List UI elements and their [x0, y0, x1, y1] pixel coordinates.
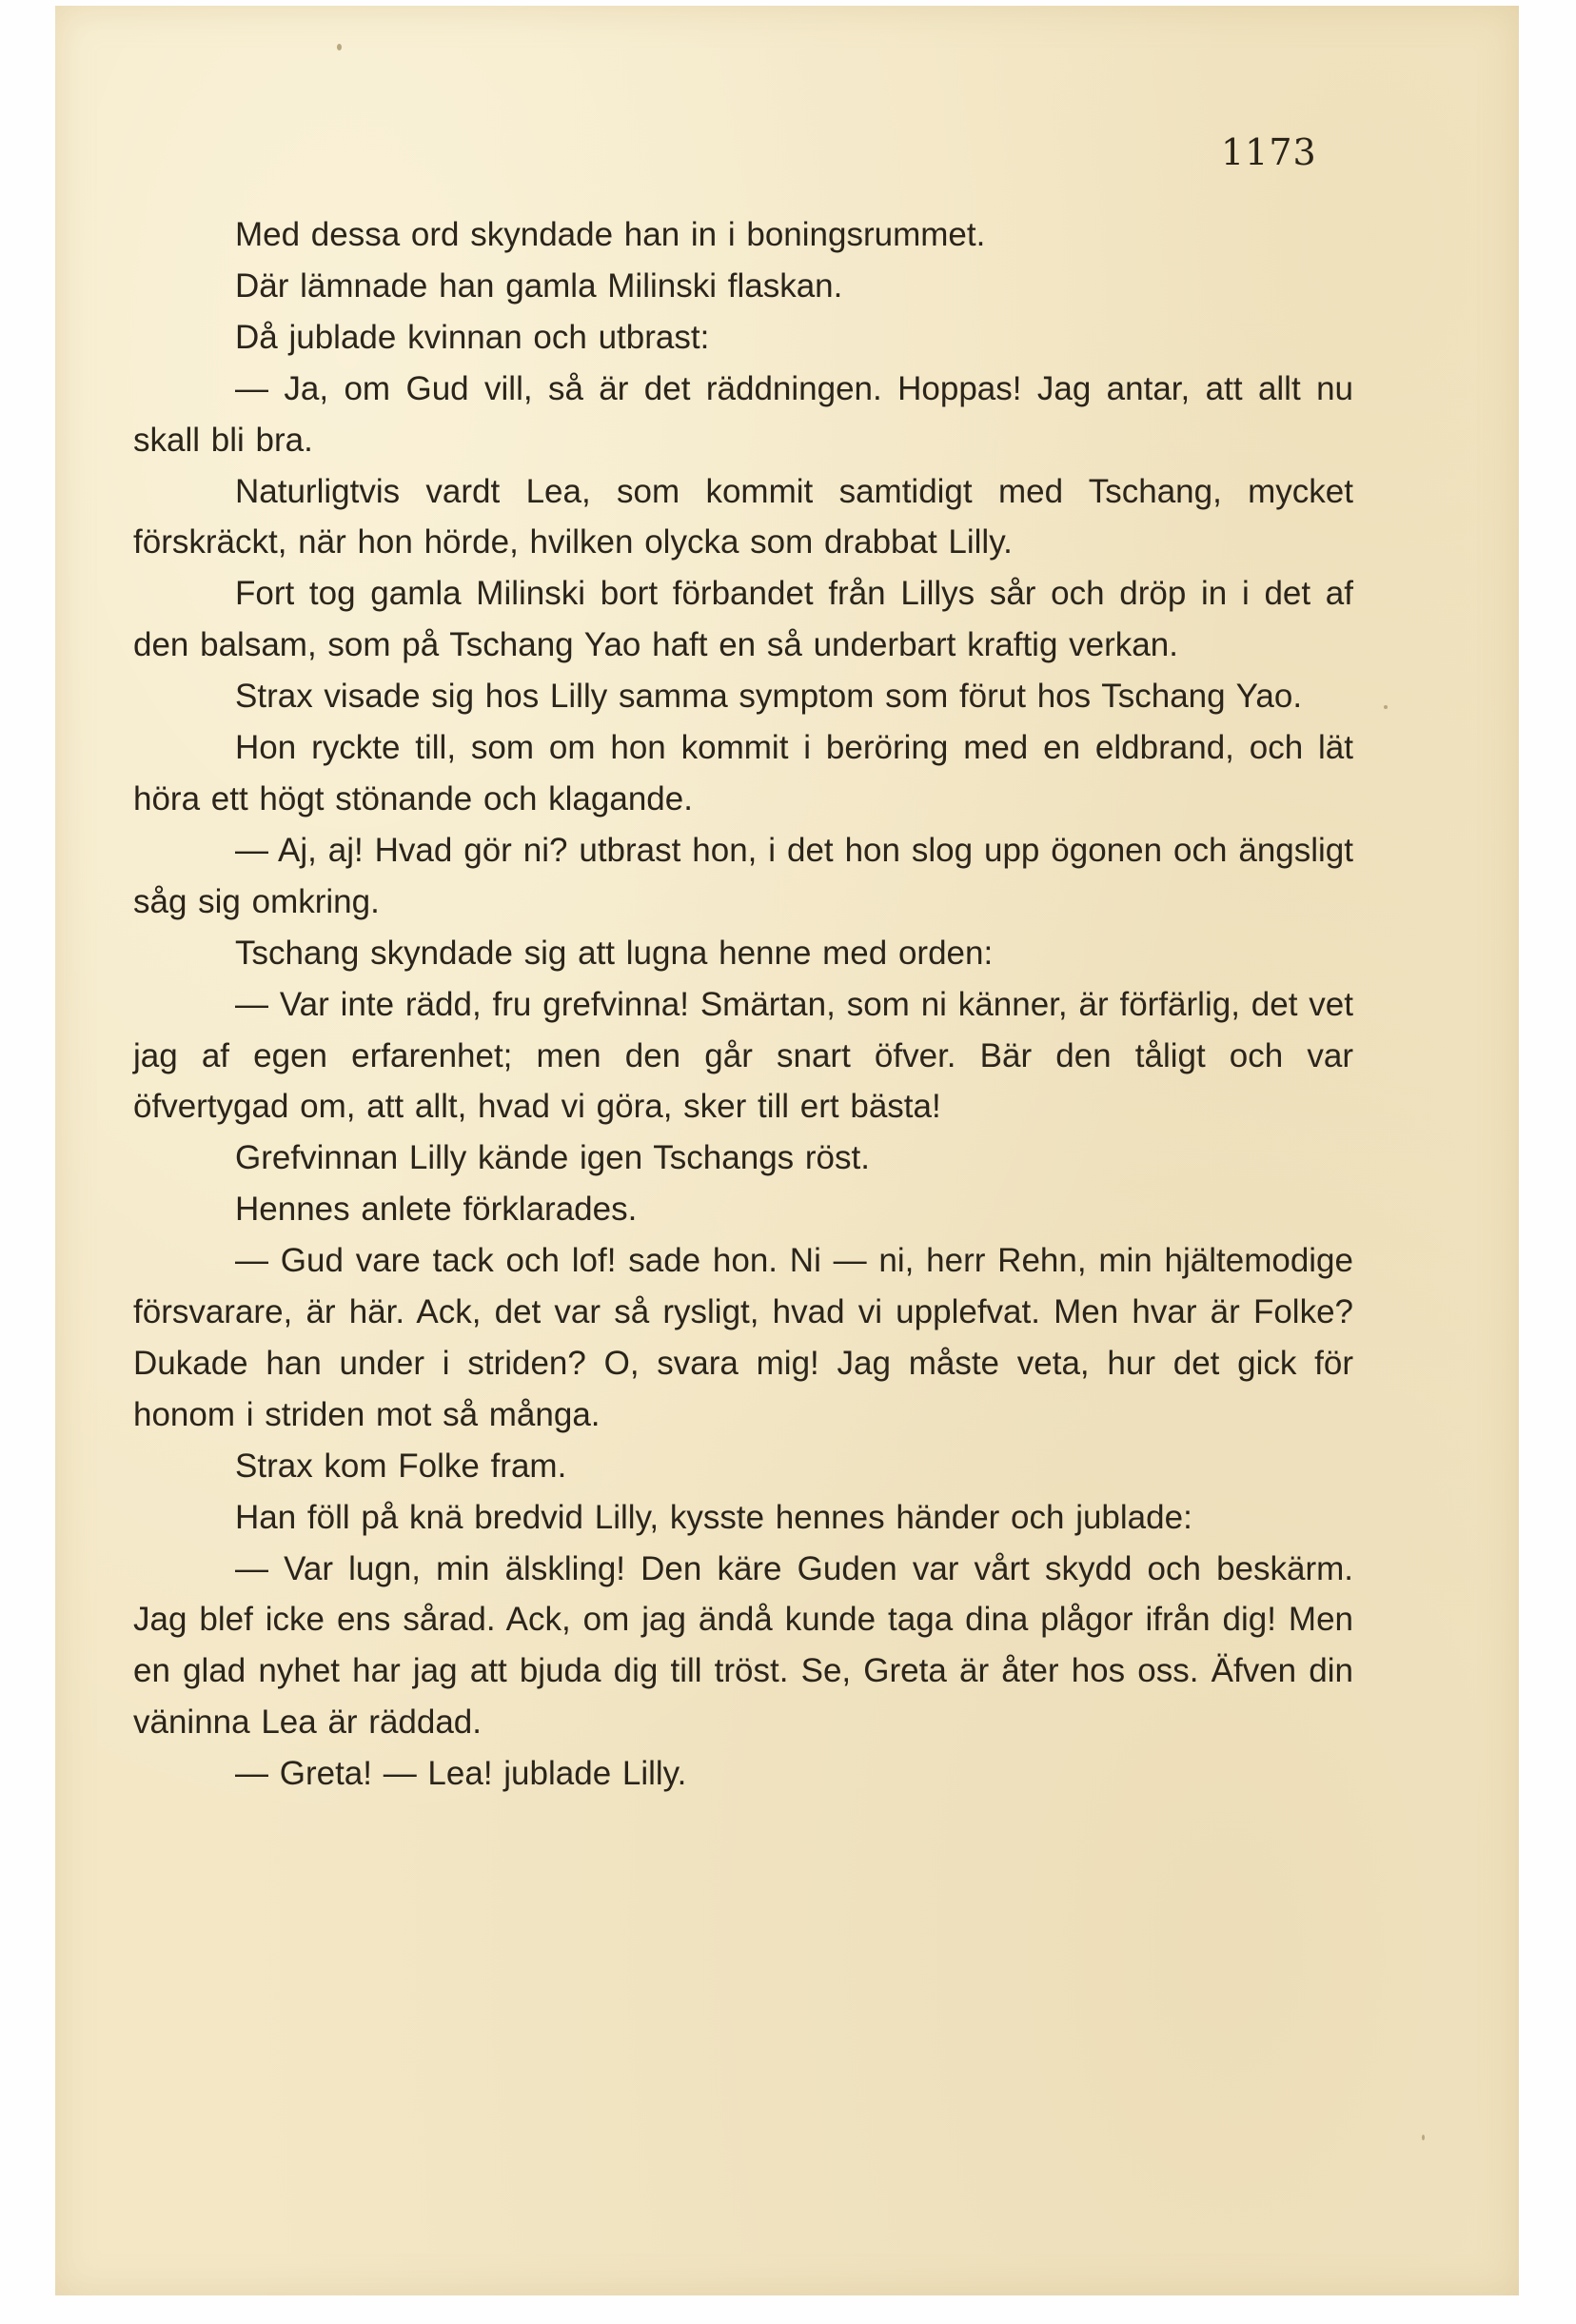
paper-speck: [1384, 705, 1388, 709]
paragraph: Strax visade sig hos Lilly samma symptom som förut hos Tschang Yao.: [235, 678, 1303, 716]
paragraph: Tschang skyndade sig att lugna henne med orden:: [235, 934, 994, 972]
paragraph: — Var lugn, min älskling! Den käre Guden var vårt skydd och beskärm. Jag blef icke ens sårad. Ack, om jag ändå kunde taga dina plågor ifrån dig! Men en glad nyhet har jag att bjuda dig till tröst. Se, Greta är åter hos oss. Äfven din väninna Lea är räddad.: [133, 1549, 1353, 1742]
paragraph: Strax kom Folke fram.: [235, 1447, 567, 1485]
paragraph: Då jublade kvinnan och utbrast:: [235, 318, 710, 356]
paragraph: Hon ryckte till, som om hon kommit i beröring med en eldbrand, och lät höra ett högt stönande och klagande.: [133, 729, 1353, 817]
paragraph: — Aj, aj! Hvad gör ni? utbrast hon, i det hon slog upp ögonen och ängsligt såg sig omkring.: [133, 831, 1353, 920]
paper-speck: [337, 44, 342, 50]
body-text: [133, 209, 1353, 1800]
page-number: 1173: [1221, 131, 1317, 173]
paragraph: — Var inte rädd, fru grefvinna! Smärtan, som ni känner, är förfärlig, det vet jag af egen erfarenhet; men den går snart öfver. Bär den tåligt och var öfvertygad om, att allt, hvad vi göra, sker till ert bästa!: [133, 985, 1353, 1126]
paragraph: Där lämnade han gamla Milinski flaskan.: [235, 266, 843, 305]
paragraph: — Greta! — Lea! jublade Lilly.: [235, 1755, 687, 1793]
paragraph: Han föll på knä bredvid Lilly, kysste hennes händer och jublade:: [235, 1498, 1192, 1536]
paragraph: — Gud vare tack och lof! sade hon. Ni — ni, herr Rehn, min hjältemodige försvarare, är här. Ack, det var så rysligt, hvad vi upplefvat. Men hvar är Folke? Dukade han under i striden? O, svara mig! Jag måste veta, hur det gick för honom i striden mot så många.: [133, 1242, 1353, 1433]
paragraph: Med dessa ord skyndade han in i boningsrummet.: [235, 216, 986, 253]
paragraph: Naturligtvis vardt Lea, som kommit samtidigt med Tschang, mycket förskräckt, när hon hörde, hvilken olycka som drabbat Lilly.: [133, 472, 1353, 561]
paper-speck: [1422, 2135, 1425, 2140]
paragraph: Hennes anlete förklarades.: [235, 1191, 638, 1229]
paragraph: Grefvinnan Lilly kände igen Tschangs röst.: [235, 1139, 870, 1177]
paragraph: Fort tog gamla Milinski bort förbandet från Lillys sår och dröp in i det af den balsam, som på Tschang Yao haft en så underbart kraftig verkan.: [133, 575, 1353, 664]
paragraph: — Ja, om Gud vill, så är det räddningen. Hoppas! Jag antar, att allt nu skall bli bra.: [133, 369, 1353, 459]
